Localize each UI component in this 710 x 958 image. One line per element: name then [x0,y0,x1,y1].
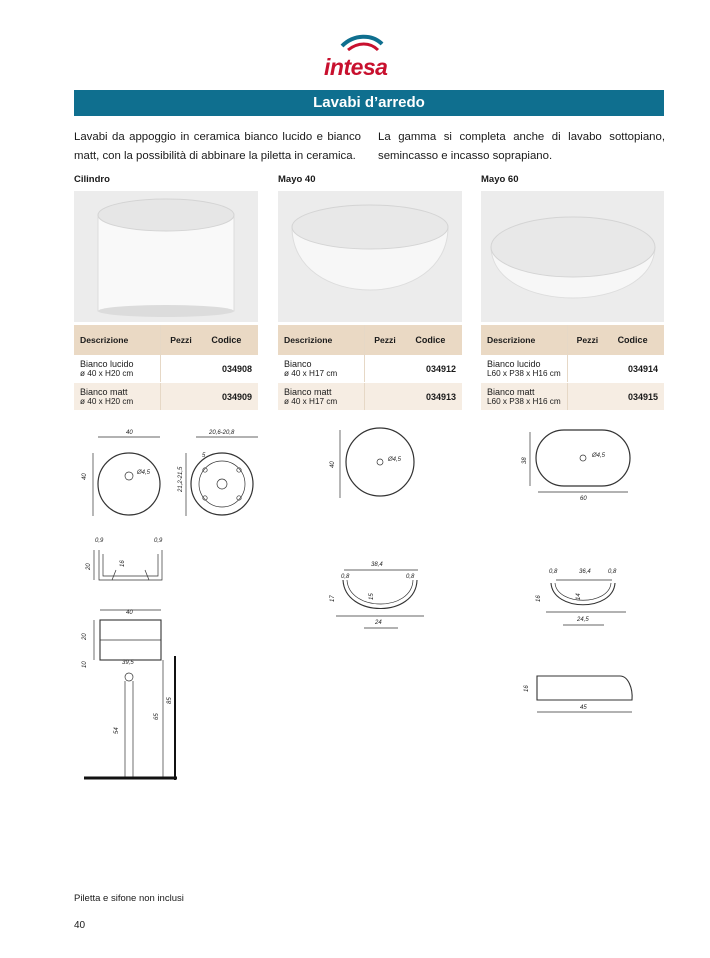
row-pezzi [365,383,405,411]
dim-label: 0,9 [154,538,163,544]
dim-label: 36,4 [579,569,591,575]
dim-label: 14 [576,593,582,600]
dim-label: 85 [167,697,173,704]
dim-label: 38,4 [371,562,383,568]
dim-label: 16 [536,595,542,602]
col-codice: Codice [607,325,664,355]
dim-label: 40 [126,430,133,436]
dim-label: 65 [154,713,160,720]
col-pezzi: Pezzi [161,325,201,355]
row-size: ø 40 x H17 cm [284,369,338,378]
row-size: ø 40 x H20 cm [80,397,134,406]
dim-label: 24 [375,620,382,626]
product-name-mayo60: Mayo 60 [481,174,519,185]
photo-mayo40 [278,191,462,322]
col-codice: Codice [201,325,258,355]
row-size: ø 40 x H20 cm [80,369,134,378]
intro-left: Lavabi da appoggio in ceramica bianco lucido e bianco matt, con la possibilità di abbinare la piletta in ceramica. [74,131,361,162]
row-pezzi [365,355,405,383]
spec-table-cilindro [74,325,258,411]
col-descrizione: Descrizione [481,325,567,355]
row-code: 034912 [405,355,462,383]
col-descrizione: Descrizione [74,325,161,355]
dim-label: 0,8 [406,574,415,580]
dim-label: 17 [330,595,336,602]
dim-label: Ø4,5 [388,457,402,463]
brand-logo [320,32,400,82]
dim-label: 45 [580,705,587,711]
row-pezzi [567,355,607,383]
spec-table-mayo40 [278,325,462,411]
dim-label: 54 [114,727,120,734]
brand-name: intesa [324,54,388,80]
dim-label: 40 [330,461,336,468]
dim-label: 15 [369,593,375,600]
dim-label: 5 [202,453,206,459]
col-pezzi: Pezzi [365,325,405,355]
row-code: 034915 [607,383,664,411]
dim-label: 20,6-20,8 [209,430,235,436]
dim-label: 40 [126,610,133,616]
row-code: 034914 [607,355,664,383]
product-name-mayo40: Mayo 40 [278,174,316,185]
logo-swoosh-icon [320,32,400,56]
dim-label: Ø4,5 [592,453,606,459]
row-code: 034908 [201,355,258,383]
row-finish: Bianco matt [284,387,332,397]
row-finish: Bianco lucido [487,359,541,369]
row-code: 034909 [201,383,258,411]
dim-label: 0,8 [608,569,617,575]
page-number: 40 [74,920,86,931]
spec-table-mayo60 [481,325,664,411]
product-name-cilindro: Cilindro [74,174,110,185]
row-pezzi [161,383,201,411]
page-title: Lavabi d’arredo [74,90,664,116]
dim-label: 40 [82,473,88,480]
row-finish: Bianco matt [487,387,535,397]
dim-label: 38 [522,457,528,464]
col-pezzi: Pezzi [567,325,607,355]
dim-label: 24,5 [577,617,589,623]
dim-label: 16 [120,560,126,567]
dim-label: Ø4,5 [137,470,151,476]
row-size: L60 x P38 x H16 cm [487,369,561,378]
dim-label: 0,9 [95,538,104,544]
col-descrizione: Descrizione [278,325,365,355]
col-codice: Codice [405,325,462,355]
row-finish: Bianco matt [80,387,128,397]
photo-mayo60 [481,191,664,322]
dim-label: 20 [82,633,88,640]
photo-cilindro [74,191,258,322]
row-size: L60 x P38 x H16 cm [487,397,561,406]
dim-label: 10 [82,661,88,668]
row-pezzi [161,355,201,383]
dim-label: 0,8 [341,574,350,580]
row-size: ø 40 x H17 cm [284,397,338,406]
dim-label: 0,8 [549,569,558,575]
footnote: Piletta e sifone non inclusi [74,893,184,904]
dim-label: 16 [524,685,530,692]
dim-label: 39,5 [122,660,134,666]
technical-drawings [0,420,710,790]
row-pezzi [567,383,607,411]
dim-label: 20 [86,563,92,570]
row-finish: Bianco lucido [80,359,134,369]
intro-right: La gamma si completa anche di lavabo sottopiano, semincasso e incasso soprapiano. [378,131,665,162]
dim-label: 60 [580,496,587,502]
row-code: 034913 [405,383,462,411]
dim-label: 21,2-21,5 [178,466,184,492]
row-finish: Bianco [284,359,312,369]
